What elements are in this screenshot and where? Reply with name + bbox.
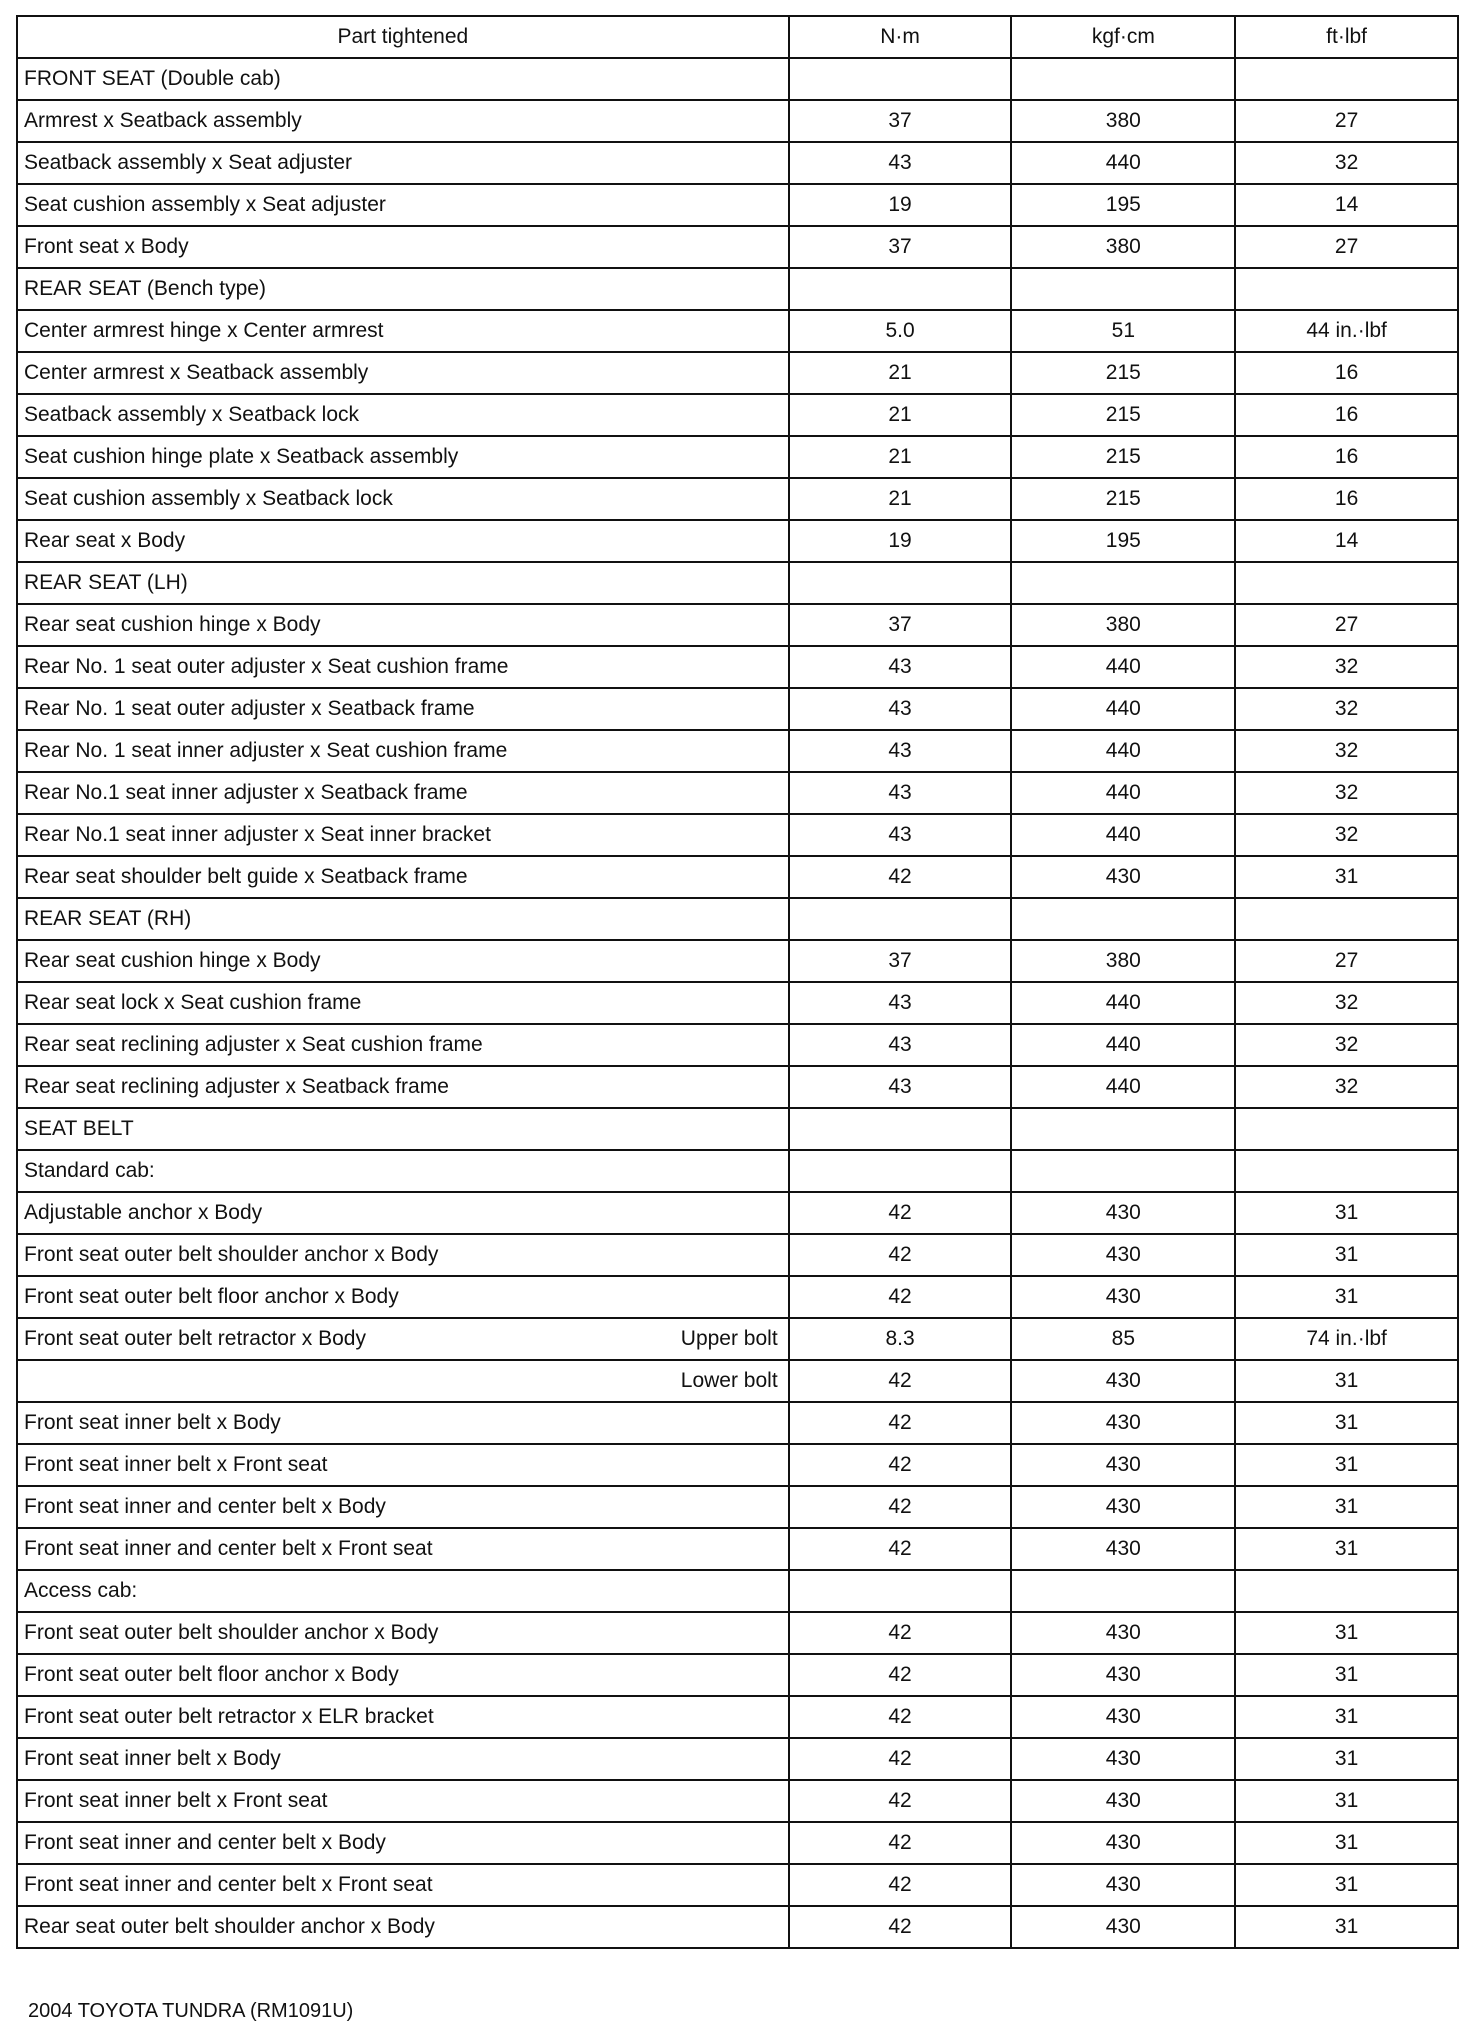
nm-cell: 42 <box>789 1612 1012 1654</box>
section-title <box>17 562 789 604</box>
kgf-cell: 430 <box>1011 1486 1235 1528</box>
table-row <box>17 730 1458 772</box>
bolt-position-note: Lower bolt <box>680 1369 778 1392</box>
ft-cell <box>1235 58 1458 100</box>
part-label: Front seat outer belt shoulder anchor x Body <box>24 1243 439 1266</box>
table-row <box>17 1654 1458 1696</box>
kgf-cell: 440 <box>1011 772 1235 814</box>
table-row <box>17 1360 1458 1402</box>
table-row <box>17 1612 1458 1654</box>
part-cell <box>17 1276 789 1318</box>
part-label: Rear seat cushion hinge x Body <box>24 949 321 972</box>
nm-cell: 42 <box>789 1486 1012 1528</box>
ft-cell: 31 <box>1235 1444 1458 1486</box>
kgf-cell: 440 <box>1011 688 1235 730</box>
ft-cell: 16 <box>1235 436 1458 478</box>
ft-cell: 31 <box>1235 856 1458 898</box>
table-row <box>17 1024 1458 1066</box>
part-label: SEAT BELT <box>24 1117 134 1140</box>
table-header <box>17 16 1458 58</box>
bolt-position-note: Upper bolt <box>680 1327 778 1350</box>
ft-cell: 14 <box>1235 184 1458 226</box>
kgf-cell: 380 <box>1011 604 1235 646</box>
part-cell <box>17 1024 789 1066</box>
kgf-cell: 440 <box>1011 142 1235 184</box>
ft-cell: 31 <box>1235 1360 1458 1402</box>
kgf-cell: 430 <box>1011 856 1235 898</box>
table-row <box>17 520 1458 562</box>
nm-cell: 42 <box>789 1402 1012 1444</box>
part-label: REAR SEAT (RH) <box>24 907 192 930</box>
nm-cell: 42 <box>789 1276 1012 1318</box>
kgf-cell: 430 <box>1011 1738 1235 1780</box>
kgf-cell <box>1011 58 1235 100</box>
section-title <box>17 268 789 310</box>
part-cell <box>17 184 789 226</box>
nm-cell <box>789 268 1012 310</box>
section-row <box>17 1150 1458 1192</box>
nm-cell: 37 <box>789 226 1012 268</box>
part-cell <box>17 1360 789 1402</box>
ft-cell: 16 <box>1235 478 1458 520</box>
table-row <box>17 1486 1458 1528</box>
ft-cell: 31 <box>1235 1780 1458 1822</box>
part-label: Rear seat cushion hinge x Body <box>24 613 321 636</box>
part-cell <box>17 604 789 646</box>
part-label: Access cab: <box>24 1579 138 1602</box>
table-row <box>17 1402 1458 1444</box>
part-label: Front seat outer belt retractor x ELR bracket <box>24 1705 434 1728</box>
kgf-cell <box>1011 1570 1235 1612</box>
nm-cell <box>789 562 1012 604</box>
part-cell <box>17 940 789 982</box>
ft-cell <box>1235 1570 1458 1612</box>
part-label: Front seat outer belt retractor x Body <box>24 1327 366 1350</box>
section-row <box>17 58 1458 100</box>
kgf-cell: 440 <box>1011 814 1235 856</box>
nm-cell: 43 <box>789 1066 1012 1108</box>
table-row <box>17 100 1458 142</box>
section-row <box>17 562 1458 604</box>
nm-cell: 8.3 <box>789 1318 1012 1360</box>
section-row <box>17 268 1458 310</box>
part-label: Front seat outer belt shoulder anchor x Body <box>24 1621 439 1644</box>
kgf-cell: 440 <box>1011 1066 1235 1108</box>
nm-cell: 42 <box>789 1234 1012 1276</box>
part-cell <box>17 982 789 1024</box>
part-label: Rear seat lock x Seat cushion frame <box>24 991 362 1014</box>
ft-cell: 74 in.·lbf <box>1235 1318 1458 1360</box>
part-label: Armrest x Seatback assembly <box>24 109 302 132</box>
part-label: Front seat outer belt floor anchor x Body <box>24 1285 399 1308</box>
part-label: REAR SEAT (LH) <box>24 571 188 594</box>
part-label: Front seat outer belt floor anchor x Body <box>24 1663 399 1686</box>
nm-cell: 43 <box>789 982 1012 1024</box>
ft-cell: 31 <box>1235 1906 1458 1948</box>
kgf-cell: 430 <box>1011 1360 1235 1402</box>
part-label: Front seat inner and center belt x Body <box>24 1831 386 1854</box>
section-title <box>17 58 789 100</box>
table-row <box>17 1066 1458 1108</box>
part-cell <box>17 310 789 352</box>
part-cell <box>17 520 789 562</box>
torque-spec-table <box>16 15 1459 1949</box>
nm-cell: 42 <box>789 1906 1012 1948</box>
part-label: Rear No. 1 seat outer adjuster x Seat cushion frame <box>24 655 509 678</box>
kgf-cell: 430 <box>1011 1696 1235 1738</box>
ft-cell: 32 <box>1235 730 1458 772</box>
part-label: Rear No. 1 seat outer adjuster x Seatback frame <box>24 697 475 720</box>
ft-cell: 31 <box>1235 1528 1458 1570</box>
table-row <box>17 394 1458 436</box>
nm-cell: 42 <box>789 1864 1012 1906</box>
kgf-cell: 430 <box>1011 1192 1235 1234</box>
kgf-cell: 430 <box>1011 1612 1235 1654</box>
nm-cell: 42 <box>789 1780 1012 1822</box>
part-label: Front seat inner belt x Front seat <box>24 1453 328 1476</box>
kgf-cell: 440 <box>1011 730 1235 772</box>
header-row <box>17 16 1458 58</box>
part-label: Center armrest hinge x Center armrest <box>24 319 384 342</box>
part-label: Rear seat reclining adjuster x Seat cushion frame <box>24 1033 483 1056</box>
part-label: Seatback assembly x Seatback lock <box>24 403 359 426</box>
part-cell <box>17 1486 789 1528</box>
part-cell <box>17 1822 789 1864</box>
part-label: Rear No.1 seat inner adjuster x Seatback frame <box>24 781 468 804</box>
table-row <box>17 940 1458 982</box>
part-cell <box>17 394 789 436</box>
part-label: Rear No.1 seat inner adjuster x Seat inner bracket <box>24 823 491 846</box>
kgf-cell: 430 <box>1011 1276 1235 1318</box>
kgf-cell: 430 <box>1011 1822 1235 1864</box>
kgf-cell: 440 <box>1011 646 1235 688</box>
part-cell <box>17 1318 789 1360</box>
kgf-cell <box>1011 1150 1235 1192</box>
ft-cell: 31 <box>1235 1738 1458 1780</box>
table-row <box>17 1864 1458 1906</box>
table-row <box>17 814 1458 856</box>
ft-cell: 32 <box>1235 814 1458 856</box>
ft-cell: 27 <box>1235 100 1458 142</box>
kgf-cell: 430 <box>1011 1864 1235 1906</box>
kgf-cell: 440 <box>1011 1024 1235 1066</box>
part-label: Front seat inner belt x Body <box>24 1411 281 1434</box>
section-title <box>17 898 789 940</box>
table-row <box>17 1696 1458 1738</box>
section-row <box>17 898 1458 940</box>
part-cell <box>17 1234 789 1276</box>
kgf-cell: 430 <box>1011 1234 1235 1276</box>
part-label: REAR SEAT (Bench type) <box>24 277 266 300</box>
nm-cell: 21 <box>789 436 1012 478</box>
nm-cell: 21 <box>789 478 1012 520</box>
kgf-cell: 380 <box>1011 940 1235 982</box>
part-label: Front seat x Body <box>24 235 189 258</box>
table-row <box>17 478 1458 520</box>
part-cell <box>17 772 789 814</box>
part-label: Seat cushion hinge plate x Seatback assembly <box>24 445 459 468</box>
kgf-cell: 380 <box>1011 100 1235 142</box>
section-title <box>17 1570 789 1612</box>
table-row <box>17 1444 1458 1486</box>
ft-cell: 27 <box>1235 940 1458 982</box>
table-row <box>17 1318 1458 1360</box>
part-label: Seat cushion assembly x Seat adjuster <box>24 193 386 216</box>
nm-cell: 43 <box>789 1024 1012 1066</box>
table-row <box>17 856 1458 898</box>
nm-cell: 43 <box>789 730 1012 772</box>
ft-cell <box>1235 562 1458 604</box>
ft-cell: 31 <box>1235 1192 1458 1234</box>
ft-cell: 31 <box>1235 1696 1458 1738</box>
kgf-cell: 51 <box>1011 310 1235 352</box>
table-row <box>17 352 1458 394</box>
ft-cell <box>1235 1150 1458 1192</box>
table-row <box>17 1192 1458 1234</box>
nm-cell <box>789 1150 1012 1192</box>
part-cell <box>17 1444 789 1486</box>
part-cell <box>17 1864 789 1906</box>
part-cell <box>17 856 789 898</box>
nm-cell <box>789 1570 1012 1612</box>
part-label: Rear No. 1 seat inner adjuster x Seat cushion frame <box>24 739 508 762</box>
ft-cell: 32 <box>1235 982 1458 1024</box>
part-cell <box>17 226 789 268</box>
ft-cell: 16 <box>1235 394 1458 436</box>
table-row <box>17 1276 1458 1318</box>
nm-cell: 42 <box>789 1192 1012 1234</box>
ft-cell: 27 <box>1235 226 1458 268</box>
ft-cell: 32 <box>1235 1066 1458 1108</box>
nm-cell: 42 <box>789 1738 1012 1780</box>
col-header-kgf: kgf·cm <box>1011 16 1235 58</box>
ft-cell: 31 <box>1235 1486 1458 1528</box>
nm-cell: 42 <box>789 1444 1012 1486</box>
kgf-cell <box>1011 268 1235 310</box>
table-row <box>17 688 1458 730</box>
ft-cell: 32 <box>1235 688 1458 730</box>
nm-cell: 21 <box>789 352 1012 394</box>
ft-cell <box>1235 1108 1458 1150</box>
nm-cell: 43 <box>789 142 1012 184</box>
kgf-cell: 215 <box>1011 394 1235 436</box>
table-row <box>17 226 1458 268</box>
kgf-cell: 430 <box>1011 1654 1235 1696</box>
ft-cell: 31 <box>1235 1612 1458 1654</box>
nm-cell: 21 <box>789 394 1012 436</box>
part-cell <box>17 1066 789 1108</box>
table-row <box>17 1906 1458 1948</box>
ft-cell: 31 <box>1235 1402 1458 1444</box>
ft-cell: 31 <box>1235 1822 1458 1864</box>
kgf-cell: 430 <box>1011 1444 1235 1486</box>
table-row <box>17 1234 1458 1276</box>
table-row <box>17 646 1458 688</box>
kgf-cell <box>1011 1108 1235 1150</box>
col-header-part: Part tightened <box>17 16 789 58</box>
part-label: Front seat inner belt x Body <box>24 1747 281 1770</box>
col-header-ft: ft·lbf <box>1235 16 1458 58</box>
part-label: Rear seat x Body <box>24 529 186 552</box>
nm-cell: 42 <box>789 856 1012 898</box>
kgf-cell: 215 <box>1011 478 1235 520</box>
table-row <box>17 982 1458 1024</box>
ft-cell: 27 <box>1235 604 1458 646</box>
part-label: Front seat inner and center belt x Body <box>24 1495 386 1518</box>
nm-cell: 43 <box>789 688 1012 730</box>
nm-cell: 19 <box>789 184 1012 226</box>
section-row <box>17 1108 1458 1150</box>
kgf-cell: 215 <box>1011 352 1235 394</box>
part-cell <box>17 436 789 478</box>
ft-cell: 31 <box>1235 1234 1458 1276</box>
kgf-cell: 430 <box>1011 1402 1235 1444</box>
section-title <box>17 1108 789 1150</box>
part-label: Rear seat reclining adjuster x Seatback frame <box>24 1075 449 1098</box>
part-label: Rear seat shoulder belt guide x Seatback frame <box>24 865 468 888</box>
nm-cell: 37 <box>789 940 1012 982</box>
ft-cell: 32 <box>1235 142 1458 184</box>
part-cell <box>17 1696 789 1738</box>
nm-cell: 5.0 <box>789 310 1012 352</box>
section-row <box>17 1570 1458 1612</box>
ft-cell: 32 <box>1235 1024 1458 1066</box>
table-body <box>17 58 1458 1948</box>
ft-cell: 31 <box>1235 1276 1458 1318</box>
part-cell <box>17 1738 789 1780</box>
col-header-nm: N·m <box>789 16 1012 58</box>
part-cell <box>17 1612 789 1654</box>
part-cell <box>17 1654 789 1696</box>
part-label: Seatback assembly x Seat adjuster <box>24 151 353 174</box>
ft-cell: 31 <box>1235 1864 1458 1906</box>
table-row <box>17 310 1458 352</box>
section-title <box>17 1150 789 1192</box>
kgf-cell: 430 <box>1011 1780 1235 1822</box>
part-label: Standard cab: <box>24 1159 155 1182</box>
part-label: Rear seat outer belt shoulder anchor x Body <box>24 1915 435 1938</box>
table-row <box>17 1780 1458 1822</box>
part-label: Adjustable anchor x Body <box>24 1201 263 1224</box>
nm-cell <box>789 58 1012 100</box>
ft-cell: 16 <box>1235 352 1458 394</box>
ft-cell: 14 <box>1235 520 1458 562</box>
part-label: Front seat inner belt x Front seat <box>24 1789 328 1812</box>
nm-cell: 43 <box>789 646 1012 688</box>
table-row <box>17 184 1458 226</box>
table-row <box>17 604 1458 646</box>
ft-cell: 32 <box>1235 646 1458 688</box>
ft-cell <box>1235 268 1458 310</box>
part-cell <box>17 352 789 394</box>
document-footer: 2004 TOYOTA TUNDRA (RM1091U) <box>28 2000 354 2022</box>
nm-cell <box>789 898 1012 940</box>
part-cell <box>17 100 789 142</box>
nm-cell: 42 <box>789 1822 1012 1864</box>
part-cell <box>17 1528 789 1570</box>
part-cell <box>17 142 789 184</box>
kgf-cell: 215 <box>1011 436 1235 478</box>
part-label: Front seat inner and center belt x Front seat <box>24 1873 433 1896</box>
kgf-cell: 85 <box>1011 1318 1235 1360</box>
ft-cell: 32 <box>1235 772 1458 814</box>
nm-cell: 42 <box>789 1528 1012 1570</box>
kgf-cell: 440 <box>1011 982 1235 1024</box>
ft-cell: 44 in.·lbf <box>1235 310 1458 352</box>
part-cell <box>17 1192 789 1234</box>
part-cell <box>17 688 789 730</box>
nm-cell: 42 <box>789 1654 1012 1696</box>
nm-cell: 42 <box>789 1360 1012 1402</box>
table-row <box>17 1822 1458 1864</box>
table-row <box>17 1738 1458 1780</box>
kgf-cell: 195 <box>1011 184 1235 226</box>
kgf-cell <box>1011 562 1235 604</box>
kgf-cell: 430 <box>1011 1528 1235 1570</box>
part-label: Front seat inner and center belt x Front seat <box>24 1537 433 1560</box>
part-cell <box>17 814 789 856</box>
ft-cell <box>1235 898 1458 940</box>
part-cell <box>17 1402 789 1444</box>
kgf-cell: 430 <box>1011 1906 1235 1948</box>
table-row <box>17 1528 1458 1570</box>
nm-cell: 43 <box>789 814 1012 856</box>
nm-cell: 37 <box>789 604 1012 646</box>
nm-cell: 43 <box>789 772 1012 814</box>
nm-cell <box>789 1108 1012 1150</box>
part-cell <box>17 1906 789 1948</box>
nm-cell: 42 <box>789 1696 1012 1738</box>
table-row <box>17 142 1458 184</box>
table-row <box>17 436 1458 478</box>
part-cell <box>17 730 789 772</box>
part-cell <box>17 478 789 520</box>
part-label: Seat cushion assembly x Seatback lock <box>24 487 393 510</box>
part-cell <box>17 646 789 688</box>
part-label: FRONT SEAT (Double cab) <box>24 67 281 90</box>
part-label: Center armrest x Seatback assembly <box>24 361 369 384</box>
nm-cell: 37 <box>789 100 1012 142</box>
nm-cell: 19 <box>789 520 1012 562</box>
kgf-cell <box>1011 898 1235 940</box>
table-row <box>17 772 1458 814</box>
ft-cell: 31 <box>1235 1654 1458 1696</box>
kgf-cell: 195 <box>1011 520 1235 562</box>
part-cell <box>17 1780 789 1822</box>
kgf-cell: 380 <box>1011 226 1235 268</box>
